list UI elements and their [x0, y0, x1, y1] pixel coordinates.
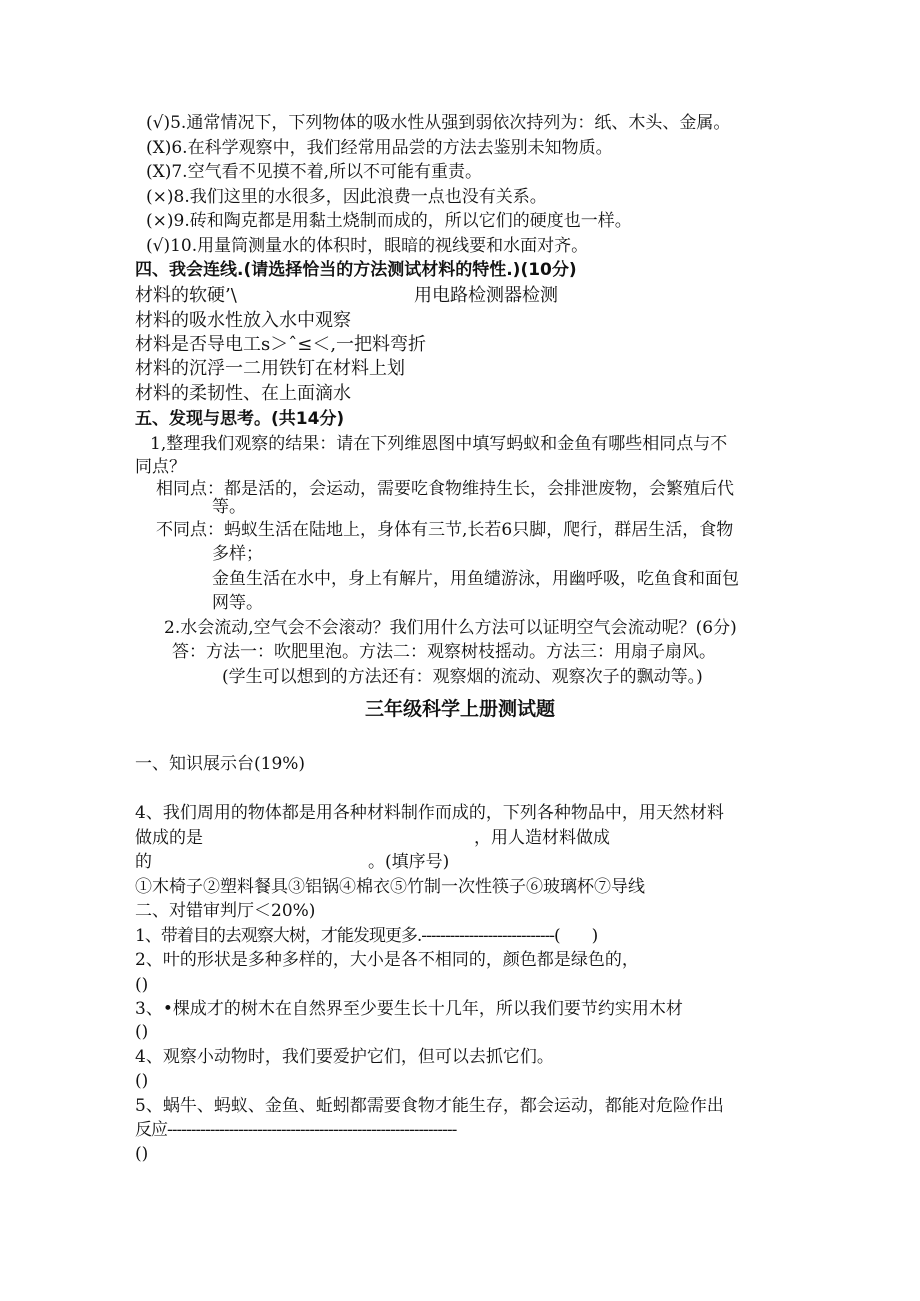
tf-question-2: 2、叶的形状是多种多样的，大小是各不相同的，颜色都是绿色的，: [135, 950, 639, 970]
tf-question-5-paren: (): [135, 1144, 149, 1164]
match-line-5: 材料的柔韧性、在上面滴水: [135, 383, 351, 404]
tf-answer-6: (X)6.在科学观察中，我们经常用品尝的方法去鉴别未知物质。: [146, 138, 613, 158]
tf-question-4-paren: (): [135, 1071, 149, 1091]
match-line-4: 材料的沉浮一二用铁钉在材料上划: [135, 358, 405, 379]
match-left-1: 材料的软硬’\: [135, 285, 237, 306]
section-2-heading: 二、对错审判厅＜20%): [135, 901, 316, 921]
q4-line-1: 4、我们周用的物体都是用各种材料制作而成的，下列各种物品中，用天然材料: [135, 803, 724, 823]
tf-question-3: 3、•棵成才的树木在自然界至少要生长十几年，所以我们要节约实用木材: [135, 999, 683, 1019]
match-line-3: 材料是否导电工s＞ˆ≤＜,一把料弯折: [135, 334, 427, 355]
tf-question-3-paren: (): [135, 1022, 149, 1042]
test-title: 三年级科学上册测试题: [364, 698, 555, 720]
section-5-heading: 五、发现与思考。(共14分): [135, 409, 345, 429]
tf-question-5-line-2: 反应-------------------------------------------------------------: [135, 1120, 457, 1140]
q1-line-1: 1,整理我们观察的结果：请在下列维恩图中填写蚂蚁和金鱼有哪些相同点与不: [150, 434, 728, 454]
section-1-heading: 一、知识展示台(19%): [135, 754, 306, 774]
q4-line-3b: 。(填序号): [368, 852, 450, 872]
q4-options: ①木椅子②塑料餐具③铝锅④棉衣⑤竹制一次性筷子⑥玻璃杯⑦导线: [135, 877, 645, 897]
tf-question-5-line-1: 5、蜗牛、蚂蚁、金鱼、蚯蚓都需要食物才能生存，都会运动，都能对危险作出: [135, 1096, 724, 1116]
q4-line-3a: 的: [135, 852, 152, 872]
q2-line: 2.水会流动,空气会不会滚动？我们用什么方法可以证明空气会流动呢？(6分): [164, 618, 737, 638]
tf-answer-9: (×)9.砖和陶克都是用黏土烧制而成的，所以它们的硬度也一样。: [146, 211, 632, 231]
fish-line-2: 网等。: [212, 593, 263, 613]
q4-line-2a: 做成的是: [135, 828, 203, 848]
match-line-2: 材料的吸水性放入水中观察: [135, 310, 351, 331]
fish-line-1: 金鱼生活在水中，身上有解片，用鱼缱游泳，用幽呼吸，吃鱼食和面包: [212, 569, 739, 589]
tf-answer-5: (√)5.通常情况下，下列物体的吸水性从强到弱依次持列为：纸、木头、金属。: [146, 113, 731, 133]
tf-question-2-paren: (): [135, 975, 149, 995]
section-4-heading: 四、我会连线.(请选择恰当的方法测试材料的特性.)(10分): [135, 260, 577, 280]
same-points-line-2: 等。: [212, 497, 246, 517]
q2-note: (学生可以想到的方法还有：观察烟的流动、观察次子的飘动等。): [222, 667, 703, 687]
same-points-line-1: 相同点：都是活的，会运动，需要吃食物维持生长，会排泄废物，会繁殖后代: [156, 479, 734, 499]
tf-answer-7: (X)7.空气看不见摸不着,所以不可能有重责。: [146, 162, 482, 182]
diff-points-line-2: 多样；: [212, 544, 263, 564]
q2-answer: 答：方法一：吹肥里泡。方法二：观察树枝摇动。方法三：用扇子扇风。: [172, 642, 716, 662]
tf-question-1: 1、带着目的去观察大树，才能发现更多.----------------------------( ): [135, 926, 598, 946]
tf-answer-10: (√)10.用量筒测量水的体积时，眼暗的视线要和水面对齐。: [146, 236, 589, 256]
q1-line-2: 同点？: [135, 457, 186, 477]
tf-answer-8: (×)8.我们这里的水很多，因此浪费一点也没有关系。: [146, 187, 547, 207]
diff-points-line-1: 不同点：蚂蚁生活在陆地上，身体有三节,长若6只脚，爬行，群居生活，食物: [156, 520, 734, 540]
match-right-1: 用电路检测器检测: [414, 285, 558, 306]
q4-line-2b: ，用人造材料做成: [474, 828, 610, 848]
tf-question-4: 4、观察小动物时，我们要爱护它们，但可以去抓它们。: [135, 1047, 554, 1067]
